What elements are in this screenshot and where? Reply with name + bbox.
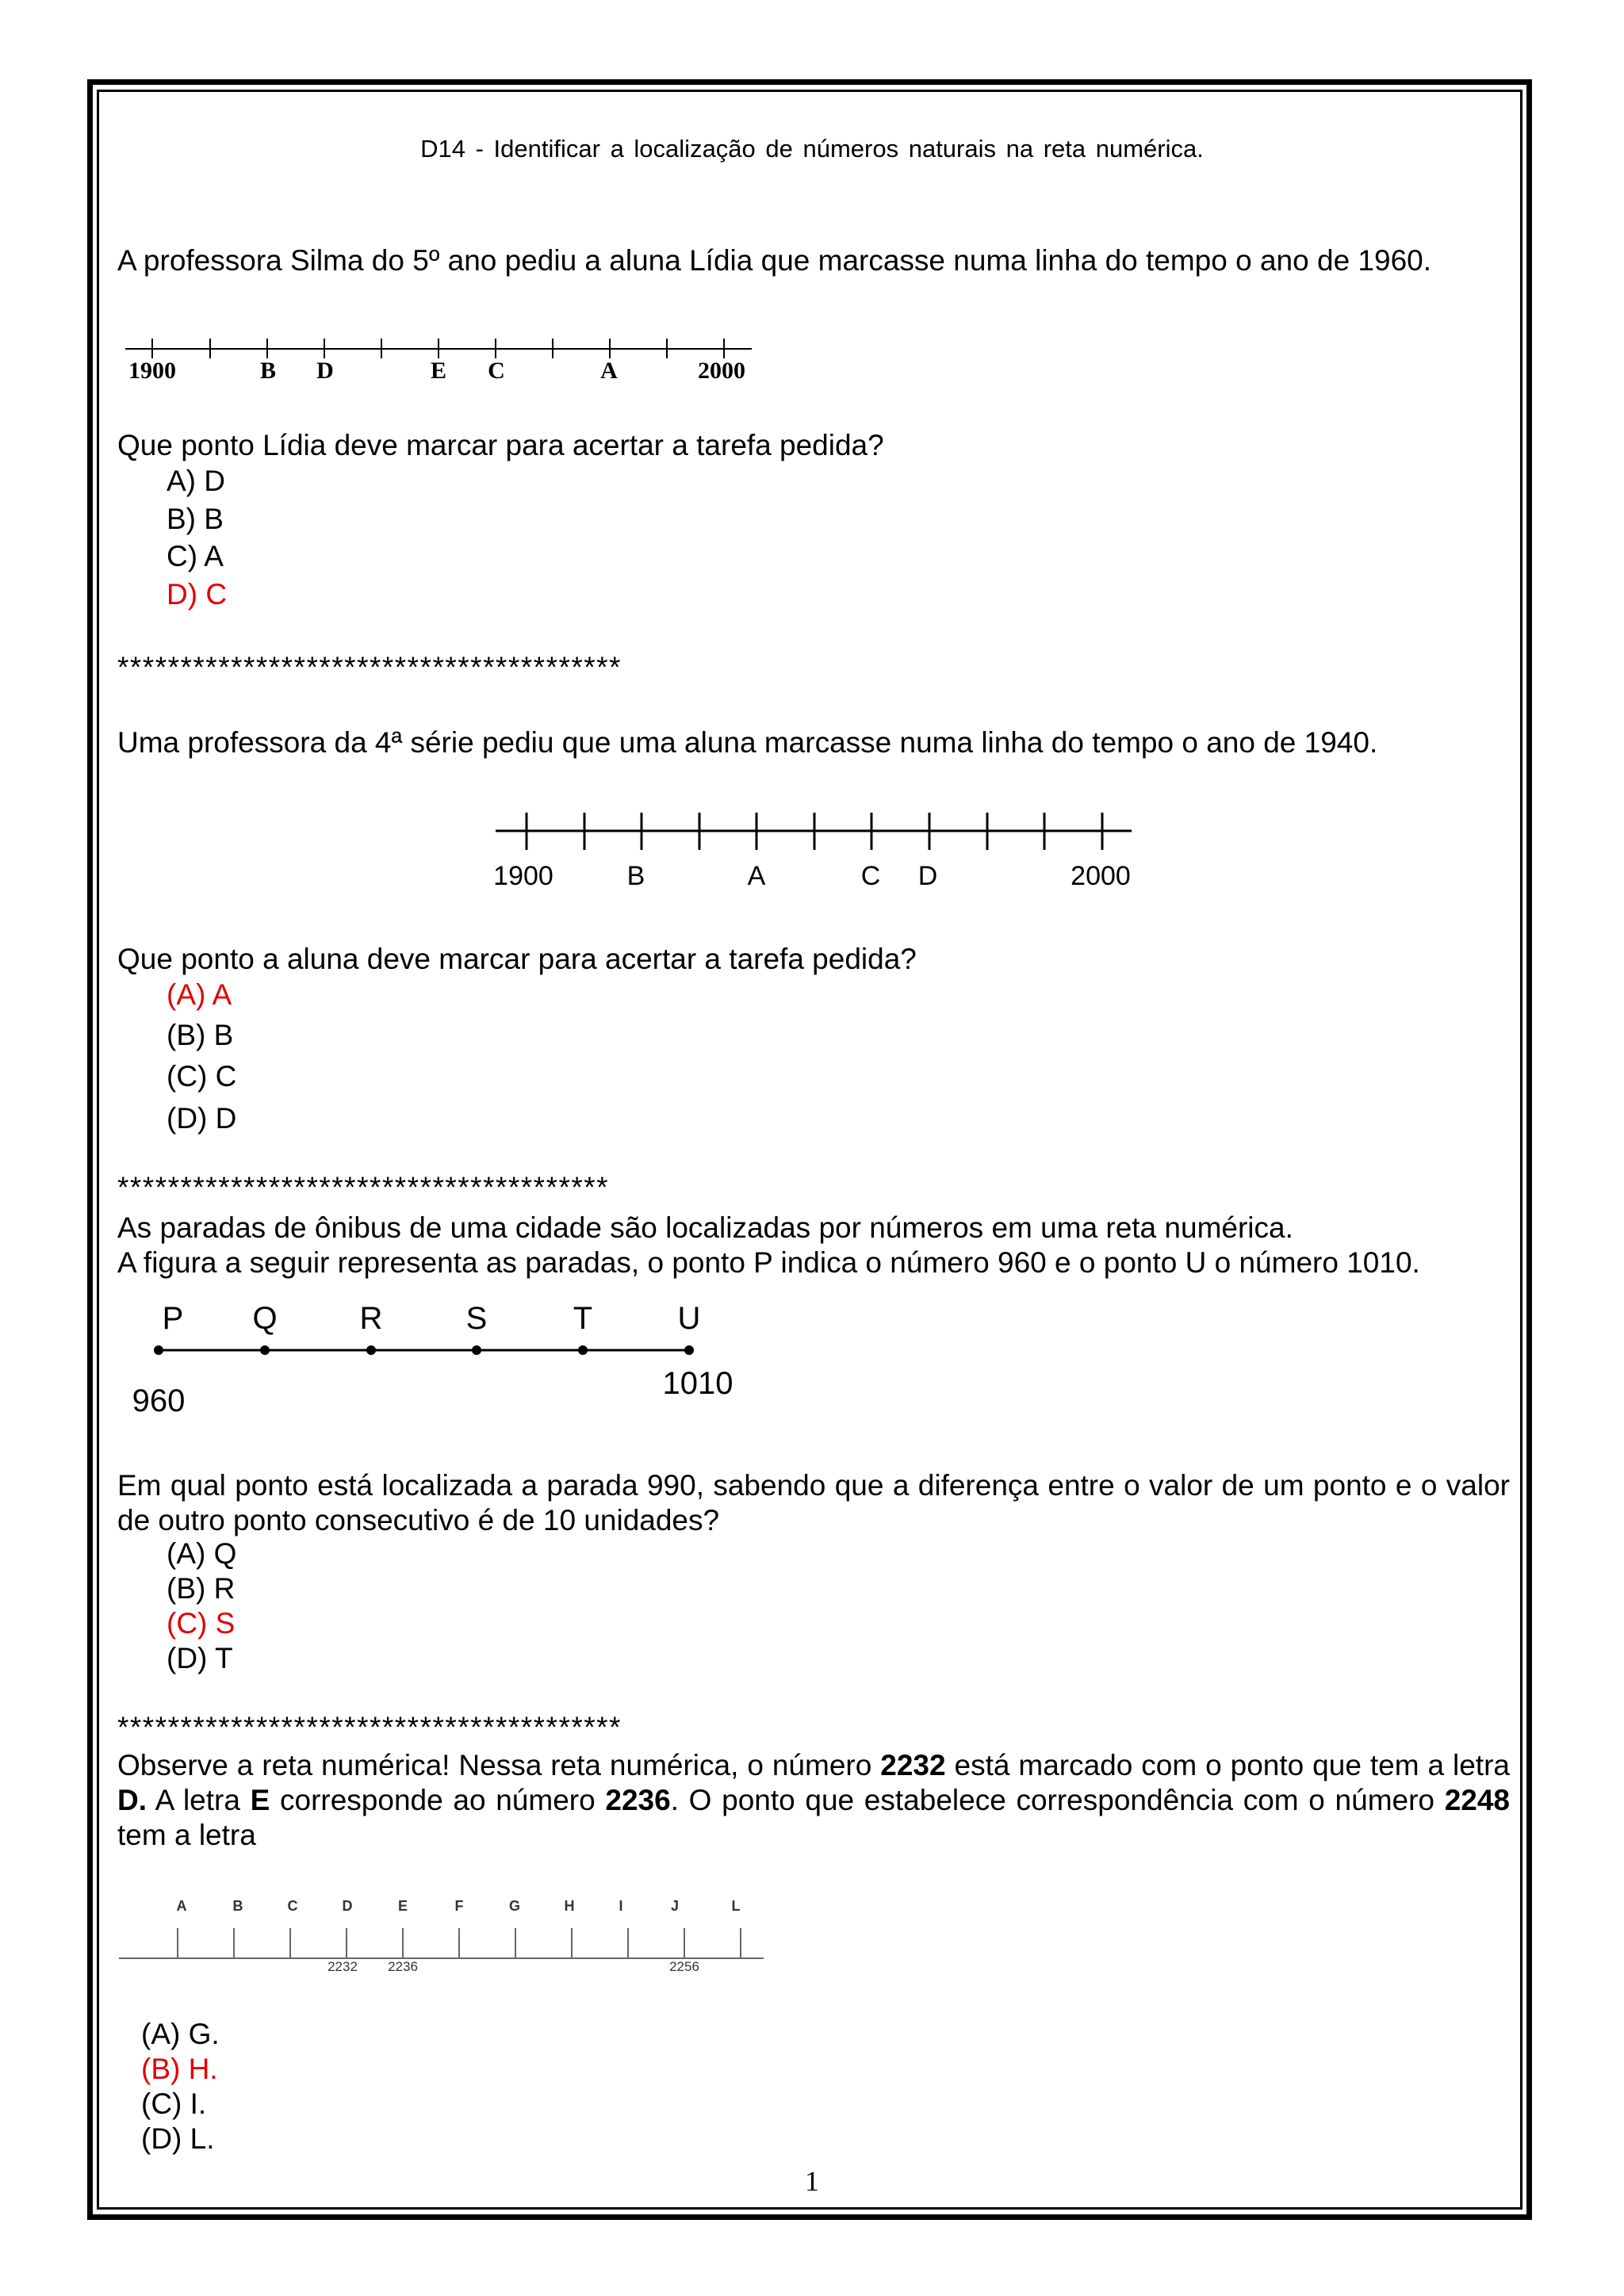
q1-label-e: E xyxy=(430,358,447,384)
q4-line-letter-f: F xyxy=(454,1898,464,1914)
q4-line-letter-l: L xyxy=(731,1898,741,1914)
q1-label-c: C xyxy=(488,358,505,384)
q4-line-number-2256: 2256 xyxy=(669,1959,699,1974)
q4-number-2236: 2236 xyxy=(605,1784,671,1816)
q1-label-b: B xyxy=(259,358,277,384)
q1-option-c[interactable]: C) A xyxy=(167,540,224,572)
q4-line-letter-c: C xyxy=(287,1898,298,1914)
q2-label-1900: 1900 xyxy=(493,861,553,891)
q4-line-number-2232: 2232 xyxy=(327,1959,358,1974)
q1-label-d: D xyxy=(316,358,334,384)
q4-option-a[interactable]: (A) G. xyxy=(141,2018,220,2050)
q3-question: Em qual ponto está localizada a parada 990, sabendo que a diferença entre o valor de um ponto e o valor de outro ponto consecutivo é de 10 unidades? xyxy=(117,1469,1510,1536)
q2-question: Que ponto a aluna deve marcar para acertar a tarefa pedida? xyxy=(117,943,917,975)
q1-label-a: A xyxy=(600,358,618,384)
q3-value-960: 960 xyxy=(132,1383,186,1418)
q3-letter-t: T xyxy=(573,1301,593,1336)
q1-option-d-correct[interactable]: D) C xyxy=(167,578,228,610)
q3-value-1010: 1010 xyxy=(662,1366,733,1401)
q4-line-letter-g: G xyxy=(508,1898,521,1914)
q2-label-c: C xyxy=(860,861,881,891)
q3-letter-u: U xyxy=(677,1301,701,1336)
q4-option-d[interactable]: (D) L. xyxy=(141,2122,215,2155)
q3-option-d[interactable]: (D) T xyxy=(167,1642,233,1674)
q2-statement: Uma professora da 4ª série pediu que uma aluna marcasse numa linha do tempo o ano de 1940. xyxy=(117,726,1378,759)
q4-ticks xyxy=(178,1928,741,1958)
q4-statement: Observe a reta numérica! Nessa reta numérica, o número 2232 está marcado com o ponto que tem a letra D. A letra E corresponde ao número 2236. O ponto que estabelece correspondência com o número 2248 tem a letra xyxy=(117,1749,1511,1851)
q3-option-a[interactable]: (A) Q xyxy=(167,1537,237,1570)
q3-letter-r: R xyxy=(359,1301,383,1336)
q4-letter-e: E xyxy=(250,1784,270,1816)
q2-label-d: D xyxy=(917,861,938,891)
page-number: 1 xyxy=(805,2165,819,2197)
q3-letter-s: S xyxy=(465,1301,488,1336)
q2-option-b[interactable]: (B) B xyxy=(167,1019,234,1051)
q3-option-c-correct[interactable]: (C) S xyxy=(167,1607,236,1640)
q2-option-a-correct[interactable]: (A) A xyxy=(167,978,232,1011)
separator-3: **************************************** xyxy=(117,1711,622,1743)
q3-letter-p: P xyxy=(162,1301,184,1336)
q4-line-letter-h: H xyxy=(564,1898,575,1914)
q4-line-letter-a: A xyxy=(176,1898,187,1914)
q2-label-a: A xyxy=(747,861,766,891)
q4-line-letter-i: I xyxy=(619,1898,623,1914)
q2-label-b: B xyxy=(626,861,645,891)
q1-label-1900: 1900 xyxy=(128,358,176,384)
q2-option-c[interactable]: (C) C xyxy=(167,1060,237,1093)
q1-statement: A professora Silma do 5º ano pediu a aluna Lídia que marcasse numa linha do tempo o ano de 1960. xyxy=(117,244,1432,277)
q1-option-b[interactable]: B) B xyxy=(167,503,224,535)
q4-line-letter-j: J xyxy=(670,1898,680,1914)
separator-2: *************************************** xyxy=(117,1171,610,1203)
q4-option-b-correct[interactable]: (B) H. xyxy=(141,2053,218,2085)
q1-option-a[interactable]: A) D xyxy=(167,465,225,497)
descriptor-header: D14 - Identificar a localização de números naturais na reta numérica. xyxy=(420,135,1204,163)
q3-statement-1: As paradas de ônibus de uma cidade são localizadas por números em uma reta numérica. xyxy=(117,1211,1293,1244)
q3-option-b[interactable]: (B) R xyxy=(167,1572,236,1605)
q4-letter-d: D. xyxy=(117,1784,147,1816)
q2-label-2000: 2000 xyxy=(1071,861,1131,891)
q4-line-letter-e: E xyxy=(397,1898,408,1914)
separator-1: **************************************** xyxy=(117,651,622,683)
q4-line-letter-b: B xyxy=(232,1898,243,1914)
q3-statement-2: A figura a seguir representa as paradas, o ponto P indica o número 960 e o ponto U o número 1010. xyxy=(117,1246,1420,1279)
q4-option-c[interactable]: (C) I. xyxy=(141,2087,207,2120)
q1-label-2000: 2000 xyxy=(698,358,745,384)
q1-question: Que ponto Lídia deve marcar para acertar a tarefa pedida? xyxy=(117,429,884,461)
q2-option-d[interactable]: (D) D xyxy=(167,1102,237,1135)
q4-line-letter-d: D xyxy=(342,1898,353,1914)
q4-line-number-2236: 2236 xyxy=(388,1959,418,1974)
q4-number-2248: 2248 xyxy=(1444,1784,1511,1816)
q4-number-2232: 2232 xyxy=(880,1749,946,1781)
q3-letter-q: Q xyxy=(252,1301,278,1336)
